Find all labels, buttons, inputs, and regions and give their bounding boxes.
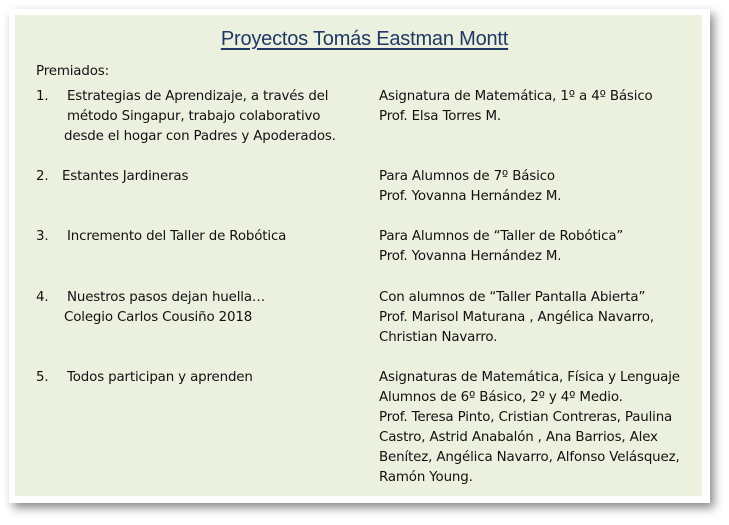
item-3-detail-line-2: Prof. Yovanna Hernández M. xyxy=(379,249,562,264)
item-1-number: 1. xyxy=(36,89,49,104)
item-4-number: 4. xyxy=(36,290,49,305)
item-3-number: 3. xyxy=(36,229,49,244)
item-3-detail-line-1: Para Alumnos de “Taller de Robótica” xyxy=(379,229,624,244)
item-2-detail-line-1: Para Alumnos de 7º Básico xyxy=(379,169,555,184)
item-5-detail-line-3: Prof. Teresa Pinto, Cristian Contreras, Paulina xyxy=(379,410,673,425)
item-5-detail-line-5: Benítez, Angélica Navarro, Alfonso Velásquez, xyxy=(379,450,680,465)
item-5-number: 5. xyxy=(36,370,49,385)
item-2-project-line-1: Estantes Jardineras xyxy=(62,169,189,184)
item-4-detail-line-3: Christian Navarro. xyxy=(379,330,498,345)
item-1-detail-line-1: Asignatura de Matemática, 1º a 4º Básico xyxy=(379,89,653,104)
item-1-project-line-3: desde el hogar con Padres y Apoderados. xyxy=(64,129,336,144)
item-4-detail-line-2: Prof. Marisol Maturana , Angélica Navarro, xyxy=(379,310,654,325)
item-2-number: 2. xyxy=(36,169,49,184)
item-5-detail-line-4: Castro, Astrid Anabalón , Ana Barrios, Alex xyxy=(379,430,658,445)
item-4-detail-line-1: Con alumnos de “Taller Pantalla Abierta” xyxy=(379,290,646,305)
premiados-label: Premiados: xyxy=(36,64,109,79)
item-5-detail-line-1: Asignaturas de Matemática, Física y Lenguaje xyxy=(379,370,680,385)
item-1-detail-line-2: Prof. Elsa Torres M. xyxy=(379,109,501,124)
page-title: Proyectos Tomás Eastman Montt xyxy=(220,28,509,50)
item-5-detail-line-6: Ramón Young. xyxy=(379,470,473,485)
item-2-detail-line-2: Prof. Yovanna Hernández M. xyxy=(379,189,562,204)
item-5-project-line-1: Todos participan y aprenden xyxy=(67,370,253,385)
item-3-project-line-1: Incremento del Taller de Robótica xyxy=(67,229,287,244)
item-1-project-line-2: método Singapur, trabajo colaborativo xyxy=(67,109,321,124)
item-4-project-line-2: Colegio Carlos Cousiño 2018 xyxy=(64,310,253,325)
item-5-detail-line-2: Alumnos de 6º Básico, 2º y 4º Medio. xyxy=(379,390,623,405)
item-4-project-line-1: Nuestros pasos dejan huella… xyxy=(67,290,266,305)
item-1-project-line-1: Estrategias de Aprendizaje, a través del xyxy=(67,89,329,104)
